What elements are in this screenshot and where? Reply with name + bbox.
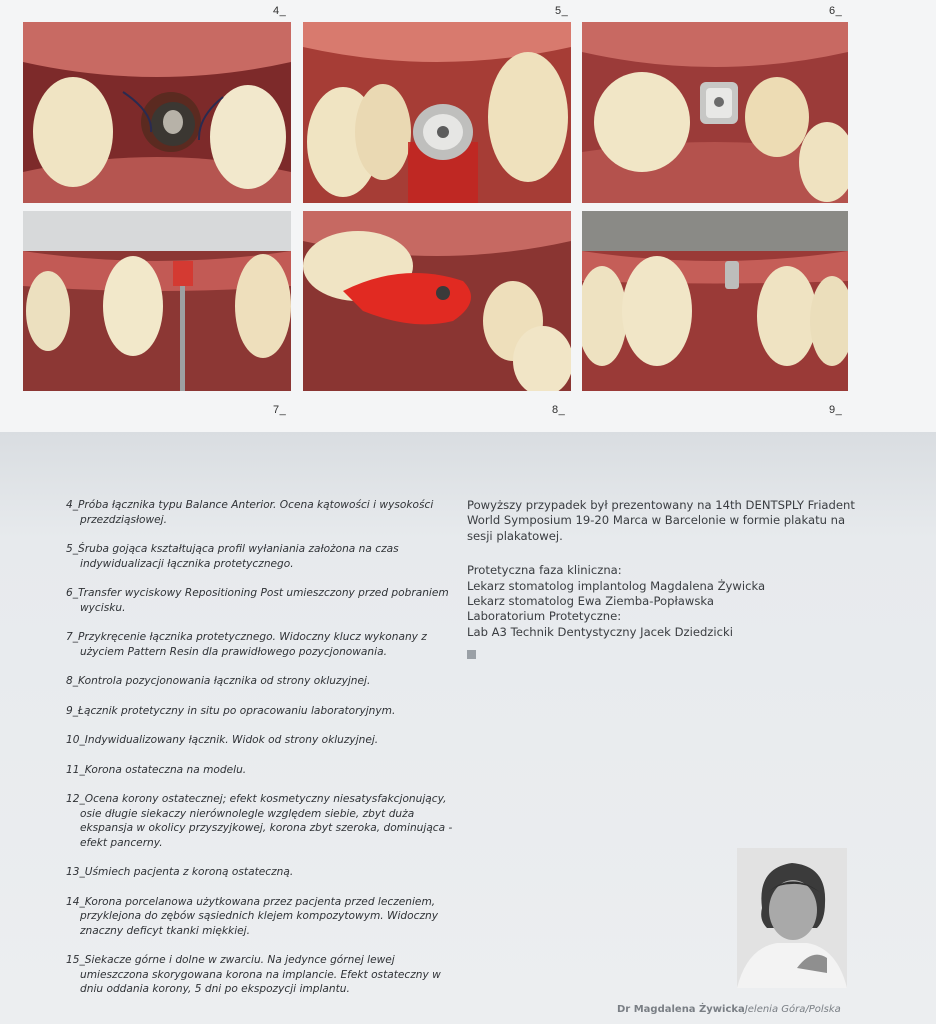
photo-8 <box>303 211 571 391</box>
caption-item: 13_Uśmiech pacjenta z koroną ostateczną. <box>66 866 294 878</box>
author-portrait <box>737 848 847 988</box>
credit-line: Lekarz stomatolog Ewa Ziemba-Popławska <box>467 594 715 609</box>
photo-7 <box>23 211 291 391</box>
photo-9 <box>582 211 848 391</box>
caption-item: 7_Przykręcenie łącznika protetycznego. Widoczny klucz wykonany z użyciem Pattern Resin dla prawidłowego pozycjonowania. <box>66 631 427 658</box>
author-place: Jelenia Góra/Polska <box>744 1004 841 1015</box>
figure-number-8: 8_ <box>552 404 566 416</box>
author-byline <box>617 1004 841 1015</box>
credit-line: Protetyczna faza kliniczna: <box>467 563 622 578</box>
photo-6 <box>582 22 848 203</box>
caption-item: 15_Siekacze górne i dolne w zwarciu. Na jedynce górnej lewej umieszczona skorygowana korona na implancie. Efekt ostateczny w dniu oddania korony, 5 dni po ekspozycji implantu. <box>66 954 441 995</box>
caption-item: 4_Próba łącznika typu Balance Anterior. Ocena kątowości i wysokości przezdziąsłowej. <box>66 499 434 526</box>
caption-item: 5_Śruba gojąca kształtująca profil wyłaniania założona na czas indywidualizacji łącznika protetycznego. <box>66 543 399 570</box>
credit-line: Laboratorium Protetyczne: <box>467 609 622 624</box>
credit-line: Lekarz stomatolog implantolog Magdalena Żywicka <box>467 578 766 593</box>
figure-number-7: 7_ <box>273 404 287 416</box>
caption-item: 10_Indywidualizowany łącznik. Widok od strony okluzyjnej. <box>66 734 379 746</box>
caption-item: 14_Korona porcelanowa użytkowana przez pacjenta przed leczeniem, przyklejona do zębów sąsiednich klejem kompozytowym. Widoczny znaczny deficyt tkanki miękkiej. <box>66 895 439 937</box>
caption-item: 12_Ocena korony ostatecznej; efekt kosmetyczny niesatysfakcjonujący, osie długie siekaczy nierównolegle względem siebie, zbyt duża ekspansja w okolicy przyszyjkowej, korona zbyt szeroka, dominująca - efekt pancerny. <box>66 793 453 849</box>
photo-5 <box>303 22 571 203</box>
caption-item: 6_Transfer wyciskowy Repositioning Post umieszczony przed pobraniem wycisku. <box>66 587 449 614</box>
end-mark-icon <box>467 650 476 659</box>
caption-item: 11_Korona ostateczna na modelu. <box>66 763 247 776</box>
credit-line: Lab A3 Technik Dentystyczny Jacek Dziedzicki <box>467 624 733 639</box>
figure-number-6: 6_ <box>829 5 843 17</box>
caption-list <box>66 498 456 1012</box>
caption-item: 8_Kontrola pozycjonowania łącznika od strony okluzyjnej. <box>66 675 371 687</box>
story-intro: Powyższy przypadek był prezentowany na 14th DENTSPLY Friadent World Symposium 19-20 Marca w Barcelonie w formie plakatu na sesji plakatowej. <box>467 498 855 543</box>
figure-number-9: 9_ <box>829 404 843 416</box>
caption-item: 9_Łącznik protetyczny in situ po opracowaniu laboratoryjnym. <box>66 704 396 717</box>
figure-number-5: 5_ <box>555 5 569 17</box>
credits-block <box>467 563 867 640</box>
figure-number-4: 4_ <box>273 5 287 17</box>
author-name: Dr Magdalena Żywicka <box>617 1004 745 1015</box>
story-column <box>467 498 867 659</box>
photo-4 <box>23 22 291 203</box>
